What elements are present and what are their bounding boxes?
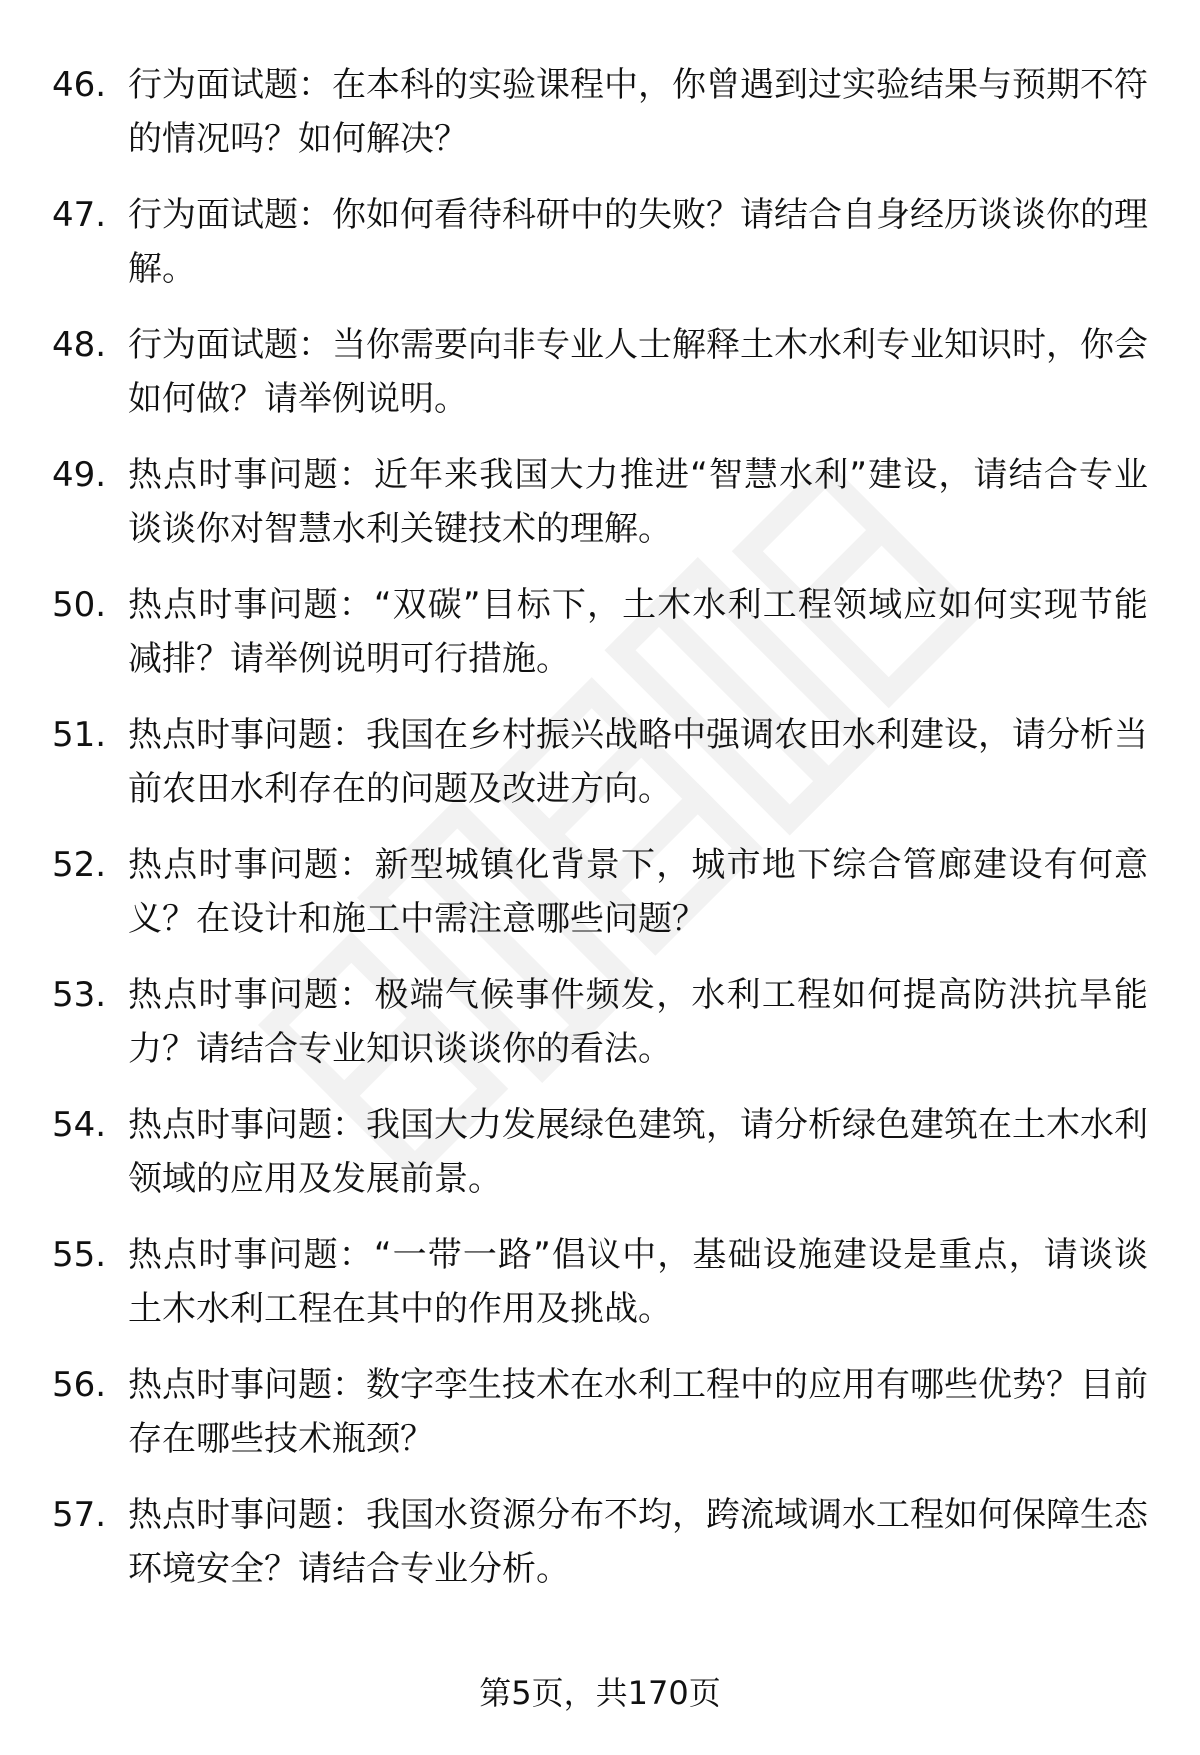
- question-number: 49.: [52, 455, 107, 495]
- list-item: [0, 1098, 1200, 1228]
- question-number: 51.: [52, 715, 107, 755]
- question-number: 57.: [52, 1495, 107, 1535]
- list-item: [0, 188, 1200, 318]
- question-number: 48.: [52, 325, 107, 365]
- question-text: 热点时事问题：数字孪生技术在水利工程中的应用有哪些优势？目前存在哪些技术瓶颈？: [128, 1365, 1148, 1459]
- list-item: [0, 838, 1200, 968]
- question-text: 行为面试题：当你需要向非专业人士解释土木水利专业知识时，你会如何做？请举例说明。: [128, 325, 1148, 419]
- question-number: 56.: [52, 1365, 107, 1405]
- question-number: 55.: [52, 1235, 107, 1275]
- question-list: [0, 58, 1200, 1618]
- question-number: 53.: [52, 975, 107, 1015]
- question-number: 46.: [52, 65, 107, 105]
- list-item: [0, 1358, 1200, 1488]
- question-text: 行为面试题：你如何看待科研中的失败？请结合自身经历谈谈你的理解。: [128, 195, 1148, 289]
- question-text: 热点时事问题：极端气候事件频发，水利工程如何提高防洪抗旱能力？请结合专业知识谈谈你的看法。: [128, 975, 1148, 1069]
- question-number: 52.: [52, 845, 107, 885]
- list-item: [0, 1228, 1200, 1358]
- list-item: [0, 58, 1200, 188]
- question-text: 热点时事问题：“一带一路”倡议中，基础设施建设是重点，请谈谈土木水利工程在其中的作用及挑战。: [128, 1235, 1148, 1329]
- question-text: 热点时事问题：我国水资源分布不均，跨流域调水工程如何保障生态环境安全？请结合专业分析。: [128, 1495, 1148, 1589]
- list-item: [0, 448, 1200, 578]
- list-item: [0, 968, 1200, 1098]
- list-item: [0, 1488, 1200, 1618]
- list-item: [0, 318, 1200, 448]
- question-text: 热点时事问题：近年来我国大力推进“智慧水利”建设，请结合专业谈谈你对智慧水利关键技术的理解。: [128, 455, 1148, 549]
- question-text: 热点时事问题：“双碳”目标下，土木水利工程领域应如何实现节能减排？请举例说明可行措施。: [128, 585, 1148, 679]
- page-number: 第5页，共170页: [479, 1674, 721, 1712]
- question-text: 热点时事问题：新型城镇化背景下，城市地下综合管廊建设有何意义？在设计和施工中需注意哪些问题？: [128, 845, 1148, 939]
- question-number: 50.: [52, 585, 107, 625]
- list-item: [0, 708, 1200, 838]
- question-text: 热点时事问题：我国在乡村振兴战略中强调农田水利建设，请分析当前农田水利存在的问题及改进方向。: [128, 715, 1148, 809]
- question-number: 54.: [52, 1105, 107, 1145]
- question-text: 行为面试题：在本科的实验课程中，你曾遇到过实验结果与预期不符的情况吗？如何解决？: [128, 65, 1148, 159]
- question-number: 47.: [52, 195, 107, 235]
- list-item: [0, 578, 1200, 708]
- question-text: 热点时事问题：我国大力发展绿色建筑，请分析绿色建筑在土木水利领域的应用及发展前景。: [128, 1105, 1148, 1199]
